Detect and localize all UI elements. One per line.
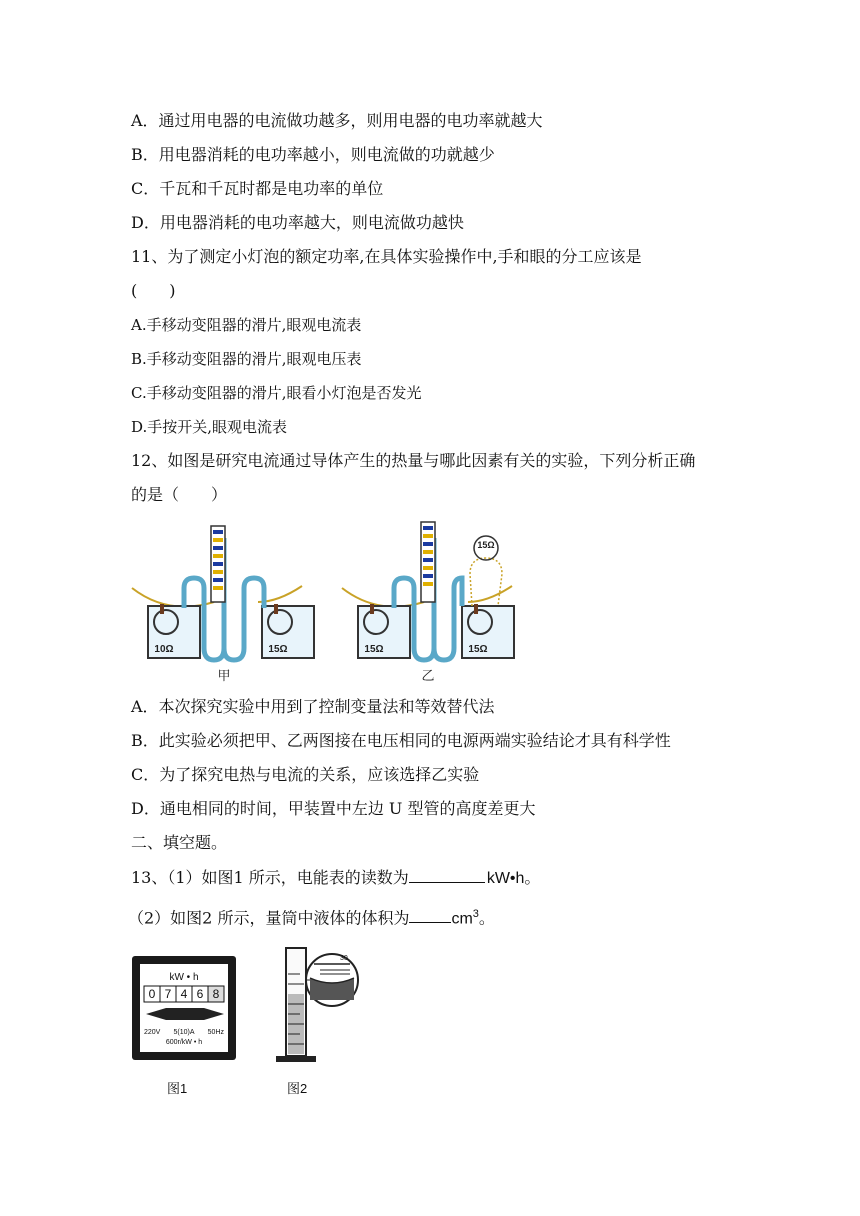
figure2-caption: 图2 <box>287 1081 308 1096</box>
q12-stem-line1: 12、如图是研究电流通过导体产生的热量与哪此因素有关的实验，下列分析正确 <box>131 451 696 470</box>
q11-option-b: B.手移动变阻器的滑片,眼观电压表 <box>131 350 362 368</box>
q12-option-c: C．为了探究电热与电流的关系，应该选择乙实验 <box>131 765 480 784</box>
q13-part1-text: 13、（1）如图1 所示，电能表的读数为 <box>131 868 409 887</box>
q11-option-d: D.手按开关,眼观电流表 <box>131 418 288 436</box>
q11-paren: ( ) <box>131 281 176 300</box>
scale-label-30: 30 <box>340 955 348 962</box>
q13-part2 <box>128 903 495 930</box>
q12-figure <box>128 518 528 684</box>
q10-option-b: B．用电器消耗的电功率越小，则电流做的功就越少 <box>131 145 495 164</box>
q11-option-c: C.手移动变阻器的滑片,眼看小灯泡是否发光 <box>131 384 422 402</box>
q13-part2-blank <box>409 906 451 923</box>
jia-right-resistor-label: 15Ω <box>268 644 288 655</box>
energy-meter-figure <box>130 954 240 1064</box>
meter-digit-4: 6 <box>196 987 204 1001</box>
q13-part1-unit: kW•h。 <box>486 870 541 887</box>
meter-spec-constant: 600r/kW • h <box>165 1039 203 1046</box>
q11-stem: 11、为了测定小灯泡的额定功率,在具体实验操作中,手和眼的分工应该是 <box>131 247 642 266</box>
q13-part2-unit: cm <box>451 910 473 928</box>
yi-right-resistor-label: 15Ω <box>468 644 488 655</box>
figure1-caption: 图1 <box>167 1081 188 1096</box>
apparatus-jia <box>132 526 314 684</box>
meter-digit-2: 7 <box>164 987 172 1001</box>
q12-option-a: A．本次探究实验中用到了控制变量法和等效替代法 <box>131 697 495 716</box>
q12-stem-line2: 的是（ ） <box>131 485 228 504</box>
section-heading: 二、填空题。 <box>131 833 228 852</box>
q13-part2-text: （2）如图2 所示，量筒中液体的体积为 <box>128 908 410 928</box>
jia-left-resistor-label: 10Ω <box>154 644 174 655</box>
meter-digit-1: 0 <box>148 987 156 1001</box>
q13-part2-end: 。 <box>478 908 495 928</box>
cylinder-base <box>276 1056 316 1062</box>
meter-spec-current: 5(10)A <box>173 1029 195 1036</box>
meter-unit-label: kW • h <box>169 972 199 983</box>
apparatus-yi <box>342 522 514 684</box>
meter-spec-voltage: 220V <box>144 1029 161 1036</box>
jia-label: 甲 <box>217 669 231 684</box>
yi-left-resistor-label: 15Ω <box>364 644 384 655</box>
q10-option-c: C．千瓦和千瓦时都是电功率的单位 <box>131 179 384 198</box>
q13-part1-blank <box>409 866 485 883</box>
q12-option-b: B．此实验必须把甲、乙两图接在电压相同的电源两端实验结论才具有科学性 <box>131 731 671 750</box>
q11-option-a: A.手移动变阻器的滑片,眼观电流表 <box>131 316 362 334</box>
yi-label: 乙 <box>421 669 435 684</box>
q10-option-d: D．用电器消耗的电功率越大，则电流做功越快 <box>131 213 464 232</box>
q10-option-a: A．通过用电器的电流做功越多，则用电器的电功率就越大 <box>131 111 543 130</box>
meter-digit-5: 8 <box>212 987 220 1001</box>
yi-parallel-resistor-label: 15Ω <box>477 540 495 550</box>
measuring-cylinder-figure <box>270 944 366 1068</box>
meter-digit-3: 4 <box>180 987 188 1001</box>
meter-spec-frequency: 50Hz <box>207 1029 224 1036</box>
q13-part2-sup: 3 <box>472 908 479 920</box>
q12-option-d: D．通电相同的时间，甲装置中左边 U 型管的高度差更大 <box>131 799 536 818</box>
q13-part1 <box>131 866 540 890</box>
